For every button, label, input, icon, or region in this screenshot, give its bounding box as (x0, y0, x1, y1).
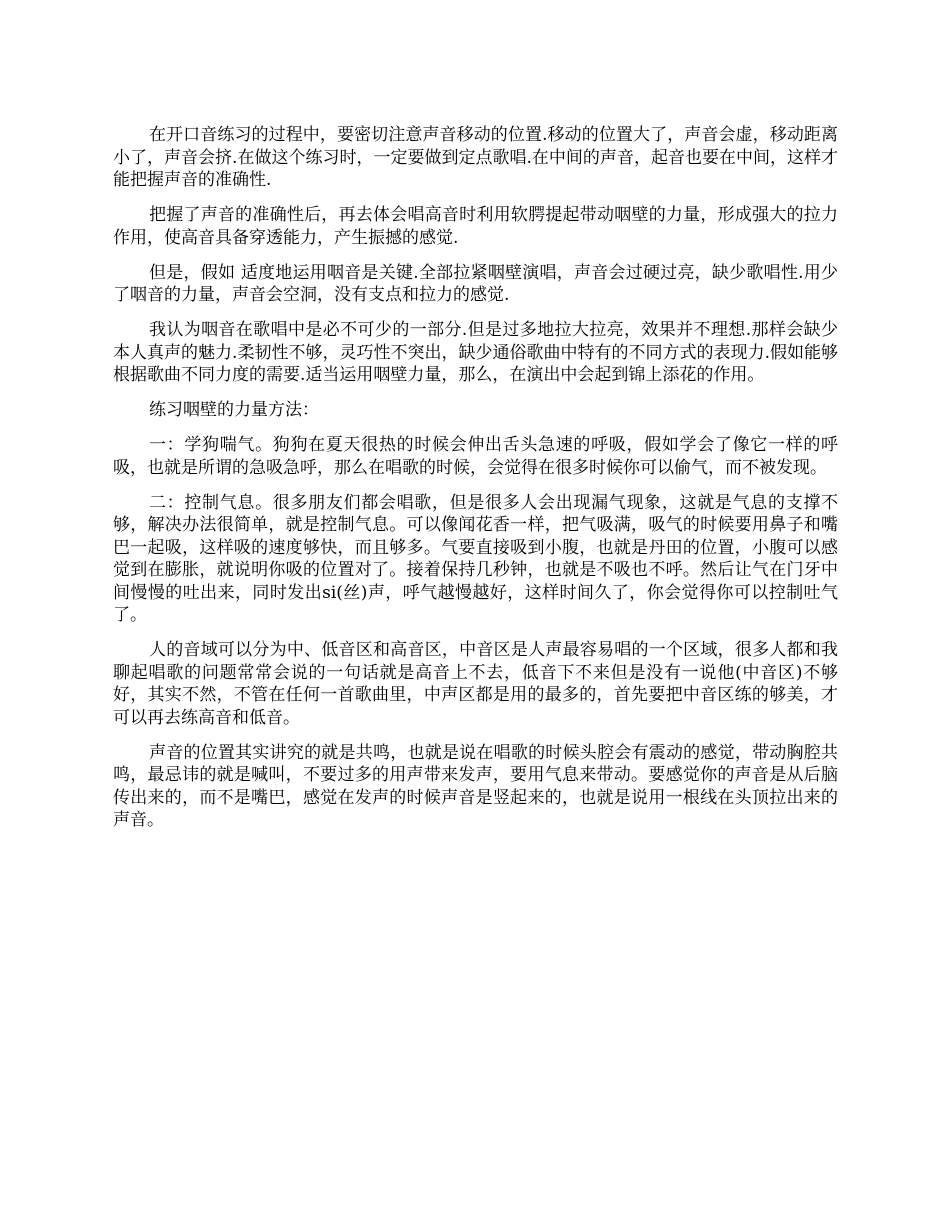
paragraph-8: 人的音域可以分为中、低音区和高音区，中音区是人声最容易唱的一个区域，很多人都和我聊起唱歌的问题常常会说的一句话就是高音上不去，低音下不来但是没有一说他(中音区)不够好，其实不然，不管在任何一首歌曲里，中声区都是用的最多的，首先要把中音区练的够美，才可以再去练高音和低音。 (113, 640, 838, 728)
paragraph-9: 声音的位置其实讲究的就是共鸣，也就是说在唱歌的时候头腔会有震动的感觉，带动胸腔共鸣，最忌讳的就是喊叫，不要过多的用声带来发声，要用气息来带动。要感觉你的声音是从后脑传出来的，而不是嘴巴，感觉在发声的时候声音是竖起来的，也就是说用一根线在头顶拉出来的声音。 (113, 742, 838, 830)
paragraph-2: 把握了声音的准确性后，再去体会唱高音时利用软腭提起带动咽壁的力量，形成强大的拉力作用，使高音具备穿透能力，产生振撼的感觉. (113, 205, 838, 248)
paragraph-6: 一：学狗喘气。狗狗在夏天很热的时候会伸出舌头急速的呼吸，假如学会了像它一样的呼吸，也就是所谓的急吸急呼，那么在唱歌的时候，会觉得在很多时候你可以偷气，而不被发现。 (113, 435, 838, 478)
document-body (113, 124, 838, 844)
paragraph-4: 我认为咽音在歌唱中是必不可少的一部分.但是过多地拉大拉亮，效果并不理想.那样会缺少本人真声的魅力.柔韧性不够，灵巧性不突出，缺少通俗歌曲中特有的不同方式的表现力.假如能够根据歌曲不同力度的需要.适当运用咽壁力量，那么，在演出中会起到锦上添花的作用。 (113, 320, 838, 385)
paragraph-1: 在开口音练习的过程中，要密切注意声音移动的位置.移动的位置大了，声音会虚，移动距离小了，声音会挤.在做这个练习时，一定要做到定点歌唱.在中间的声音，起音也要在中间，这样才能把握声音的准确性. (113, 125, 838, 190)
paragraph-5-heading: 练习咽壁的力量方法： (149, 400, 319, 420)
paragraph-3: 但是，假如 适度地运用咽音是关键.全部拉紧咽壁演唱，声音会过硬过亮，缺少歌唱性.用少了咽音的力量，声音会空洞，没有支点和拉力的感觉. (113, 262, 838, 305)
paragraph-7: 二：控制气息。很多朋友们都会唱歌，但是很多人会出现漏气现象，这就是气息的支撑不够，解决办法很简单，就是控制气息。可以像闻花香一样，把气吸满，吸气的时候要用鼻子和嘴巴一起吸，这样吸的速度够快，而且够多。气要直接吸到小腹，也就是丹田的位置，小腹可以感觉到在膨胀，就说明你吸的位置对了。接着保持几秒钟，也就是不吸也不呼。然后让气在门牙中间慢慢的吐出来，同时发出si(丝)声，呼气越慢越好，这样时间久了，你会觉得你可以控制吐气了。 (113, 492, 838, 625)
